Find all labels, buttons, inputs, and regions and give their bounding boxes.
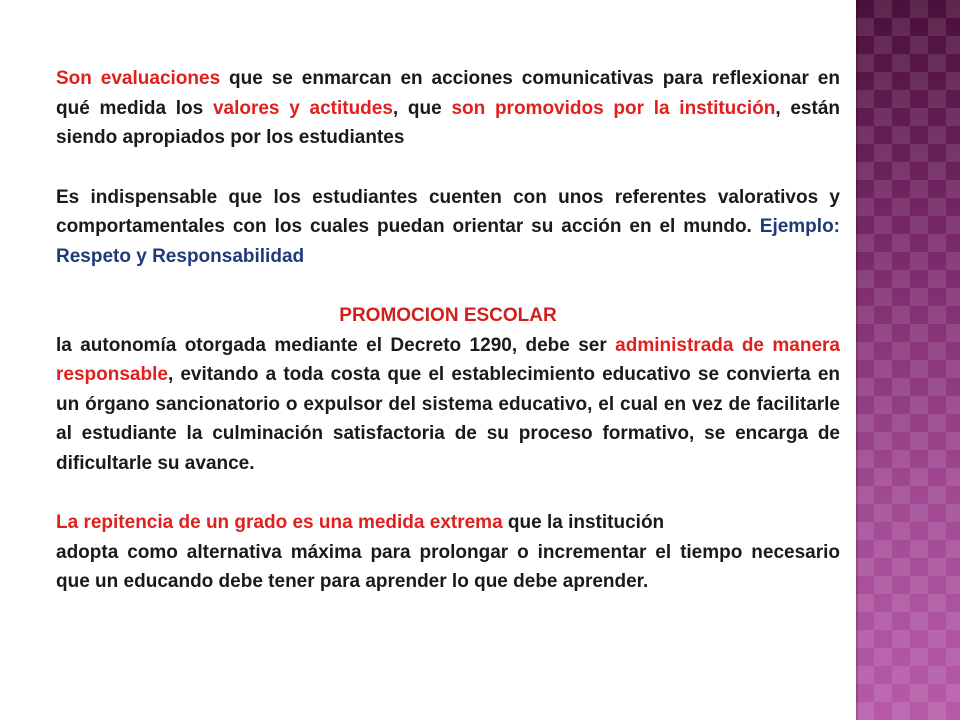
text-segment: que la institución — [502, 512, 665, 533]
highlight-son-evaluaciones: Son evaluaciones — [56, 68, 221, 89]
section-heading: PROMOCION ESCOLAR — [339, 305, 557, 326]
slide-body — [56, 64, 840, 597]
paragraph-evaluaciones — [56, 64, 840, 153]
highlight-repitencia: La repitencia de un grado es una medida extrema — [56, 512, 503, 533]
text-segment: la autonomía otorgada mediante el Decreto 1290, debe ser — [56, 334, 616, 356]
spacer — [56, 478, 840, 508]
decorative-side-band — [856, 0, 960, 720]
paragraph-repitencia-first-line — [56, 508, 840, 538]
highlight-valores-actitudes: valores y actitudes — [212, 97, 393, 119]
text-segment: Es indispensable que los estudiantes cuenten con unos referentes valorativos y comportamentales con los cuales puedan orientar su acción en el mundo. — [56, 186, 840, 237]
text-segment: que se enmarcan en acciones comunicativas para reflexionar en qué medida los — [56, 68, 840, 119]
text-segment: , evitando a toda costa que el establecimiento educativo se convierta en un órgano sancionatorio o expulsor del sistema educativo, el cual en vez de facilitarle al estudiante la culminación satisfactoria de su proceso formativo, se encarga de dificultarle su avance. — [56, 364, 840, 474]
paragraph-repitencia — [56, 538, 840, 597]
text-segment: , que — [392, 97, 452, 119]
spacer — [56, 153, 840, 183]
highlight-ejemplo: Ejemplo: Respeto y Responsabilidad — [56, 216, 840, 267]
paragraph-autonomia — [56, 331, 840, 479]
highlight-administrada: administrada de manera responsable — [56, 334, 840, 385]
spacer — [56, 271, 840, 301]
highlight-promovidos: son promovidos por la institución — [451, 97, 776, 119]
text-segment: , están siendo apropiados por los estudiantes — [56, 97, 840, 148]
paragraph-indispensable — [56, 183, 840, 272]
text-segment: adopta como alternativa máxima para prolongar o incrementar el tiempo necesario que un educando debe tener para aprender lo que debe aprender. — [56, 541, 840, 592]
